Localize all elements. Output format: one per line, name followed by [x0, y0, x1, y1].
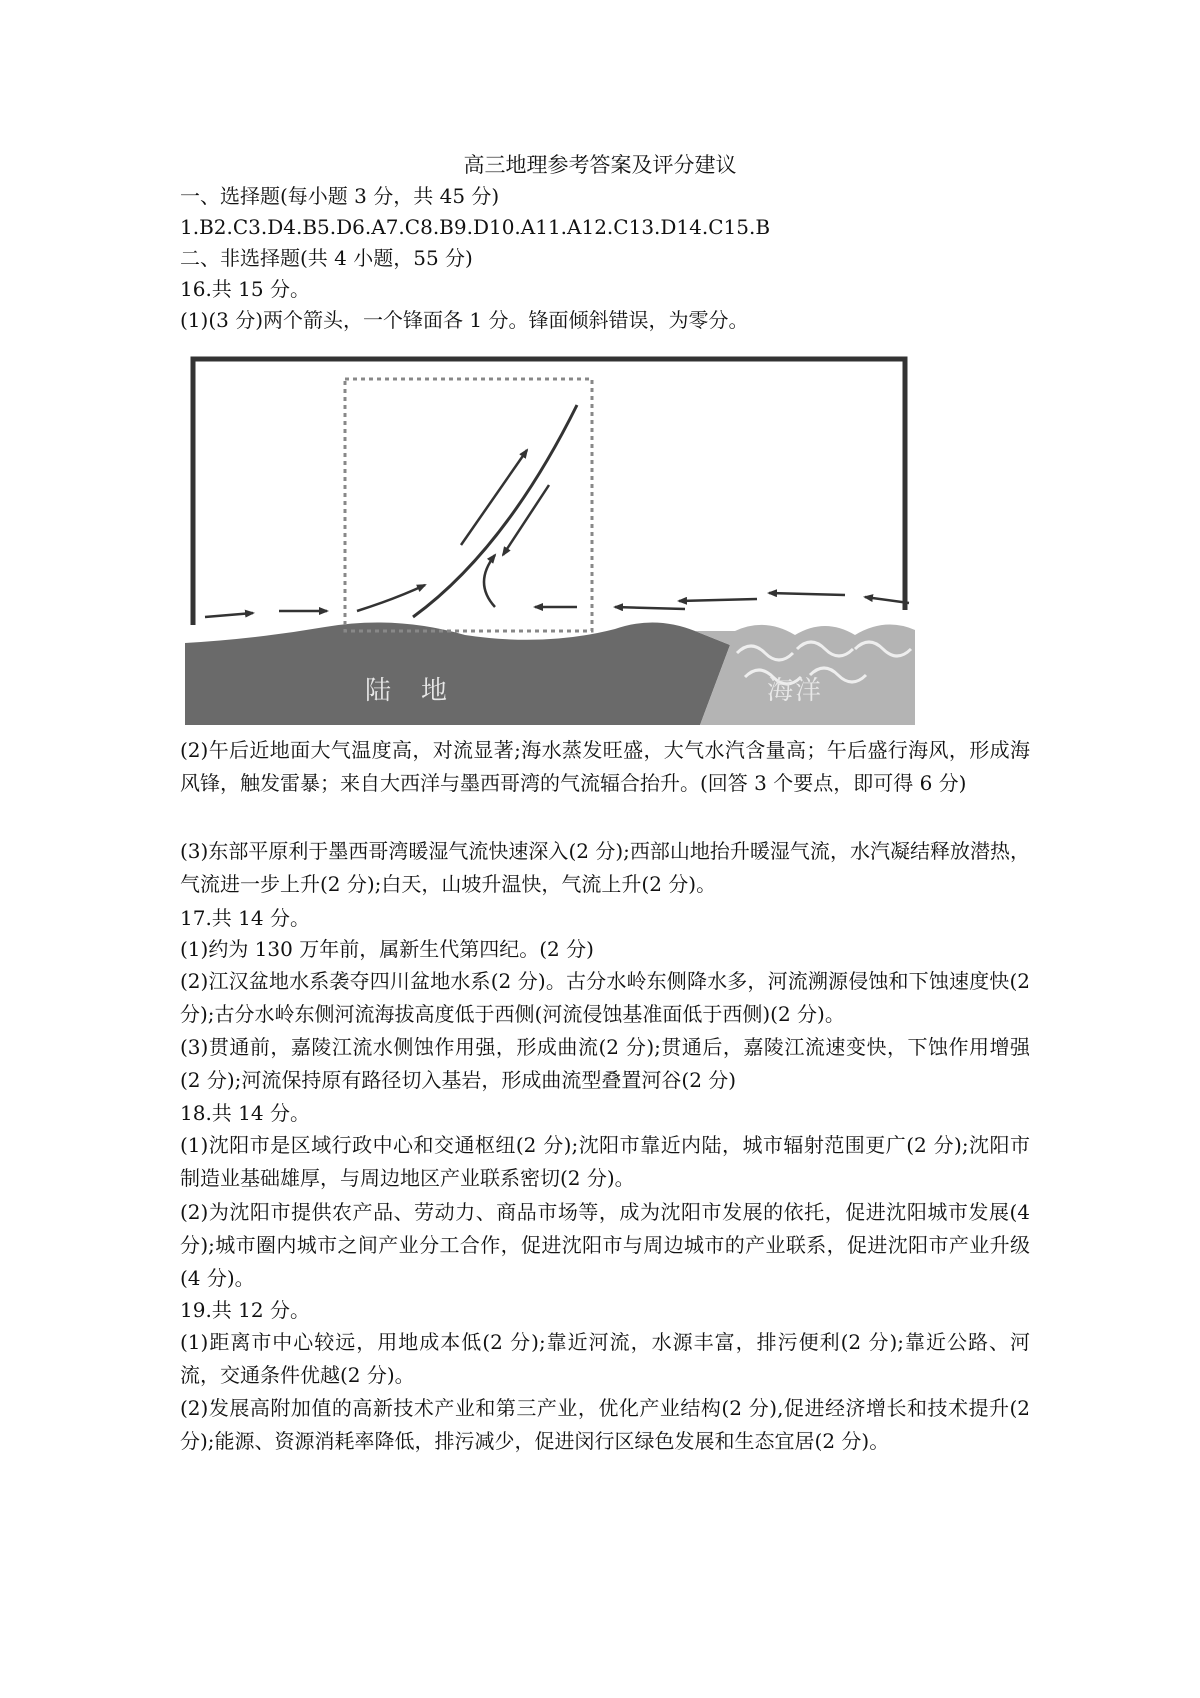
land-area: [185, 622, 730, 725]
q19-part1: (1)距离市中心较远，用地成本低(2 分);靠近河流，水源丰富，排污便利(2 分);靠近公路、河流，交通条件优越(2 分)。: [180, 1330, 1030, 1387]
q16-part1: (1)(3 分)两个箭头，一个锋面各 1 分。锋面倾斜错误，为零分。: [180, 308, 749, 332]
q18-part2: (2)为沈阳市提供农产品、劳动力、商品市场等，成为沈阳市发展的依托，促进沈阳城市发展(4 分);城市圈内城市之间产业分工合作，促进沈阳市与周边城市的产业联系，促进沈阳市产业升级(4 分)。: [180, 1200, 1030, 1290]
q19-part2: (2)发展高附加值的高新技术产业和第三产业，优化产业结构(2 分),促进经济增长和技术提升(2 分);能源、资源消耗率降低，排污减少，促进闵行区绿色发展和生态宜居(2 分)。: [180, 1396, 1030, 1453]
q18-part1: (1)沈阳市是区域行政中心和交通枢纽(2 分);沈阳市靠近内陆，城市辐射范围更广(2 分);沈阳市制造业基础雄厚，与周边地区产业联系密切(2 分)。: [180, 1133, 1030, 1190]
frame-border: [193, 359, 905, 625]
section2-heading: 二、非选择题(共 4 小题，55 分): [180, 246, 473, 270]
page-title: 高三地理参考答案及评分建议: [463, 153, 737, 177]
q16-part2: (2)午后近地面大气温度高，对流显著;海水蒸发旺盛，大气水汽含量高；午后盛行海风，形成海风锋，触发雷暴；来自大西洋与墨西哥湾的气流辐合抬升。(回答 3 个要点，即可得 6 分): [180, 738, 1030, 795]
section1-heading: 一、选择题(每小题 3 分，共 45 分): [180, 184, 500, 208]
airflow-arrows: [205, 450, 909, 617]
sea-label: 海洋: [767, 676, 824, 706]
q19-total: 19.共 12 分。: [180, 1298, 310, 1322]
q17-part1: (1)约为 130 万年前，属新生代第四纪。(2 分): [180, 937, 594, 961]
q17-part2: (2)江汉盆地水系袭夺四川盆地水系(2 分)。古分水岭东侧降水多，河流溯源侵蚀和下蚀速度快(2 分);古分水岭东侧河流海拔高度低于西侧(河流侵蚀基准面低于西侧)(2 分)。: [180, 969, 1030, 1026]
sea-breeze-front-line: [413, 405, 577, 617]
q17-total: 17.共 14 分。: [180, 906, 310, 930]
q16-total: 16.共 15 分。: [180, 277, 310, 301]
choice-answers: 1.B2.C3.D4.B5.D6.A7.C8.B9.D10.A11.A12.C13.D14.C15.B: [180, 215, 771, 239]
sea-breeze-front-diagram: [185, 345, 915, 725]
q17-part3: (3)贯通前，嘉陵江流水侧蚀作用强，形成曲流(2 分);贯通后，嘉陵江流速变快，下蚀作用增强(2 分);河流保持原有路径切入基岩，形成曲流型叠置河谷(2 分): [180, 1035, 1030, 1092]
front-zone-box: [345, 379, 592, 631]
q16-part3: (3)东部平原利于墨西哥湾暖湿气流快速深入(2 分);西部山地抬升暖湿气流，水汽凝结释放潜热，气流进一步上升(2 分);白天，山坡升温快，气流上升(2 分)。: [180, 839, 1030, 896]
q18-total: 18.共 14 分。: [180, 1101, 310, 1125]
land-label: 陆 地: [365, 676, 450, 706]
diagram-svg: [185, 345, 915, 725]
